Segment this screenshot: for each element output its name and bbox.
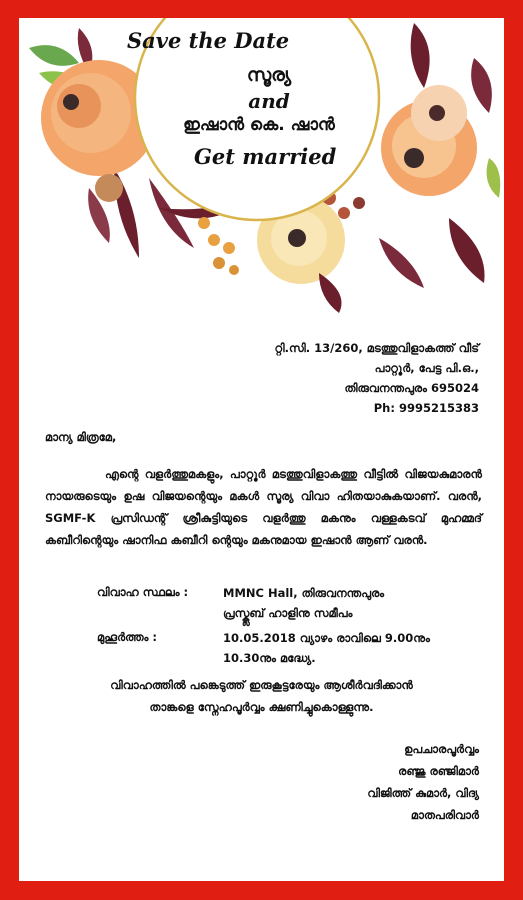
muhurtham-value (223, 628, 430, 668)
body-line: വളർത്തു മകനും വള്ളകടവ് മുഹമ്മദ് കബീറിന്റെയും ഷാനിഫ കബീറി (45, 511, 483, 547)
venue-value (223, 583, 384, 623)
groom-name: ഇഷാൻ കെ. ഷാൻ (183, 115, 335, 135)
signature-block (329, 738, 479, 826)
muhurtham-line: 10.30നും മദ്ധ്യേ. (223, 651, 316, 665)
body-line: ഹിതയാകുകയാണ്. വരൻ, SGMF-K പ്രസിഡന്റ് ശ്രീകുട്ടിയുടെ (45, 489, 482, 525)
get-married-text: Get married (194, 144, 337, 169)
body-line: എന്റെ വളർത്തുമകളും, പാറ്റൂർ മടത്തുവിളാകത്തു വീട്ടിൽ (105, 467, 399, 481)
body-line: ന്റെയും മകനുമായ ഇഷാൻ ആണ് വരൻ. (211, 533, 428, 547)
address-line: റ്റി.സി. 13/260, മടത്തുവിളാകത്ത് വീട് (274, 341, 479, 355)
save-the-date-title: Save the Date (127, 28, 290, 53)
muhurtham-line: 10.05.2018 വ്യാഴം രാവിലെ 9.00നും (223, 631, 430, 645)
signature-line: വിജിത്ത് കുമാർ, വിദ്യ (367, 786, 479, 800)
sender-address (274, 338, 479, 418)
invite-message (39, 674, 484, 718)
muhurtham-label: മുഹൂർത്തം : (97, 630, 158, 644)
signature-line: ഉപചാരപൂർവ്വം (404, 742, 479, 756)
invitation-card (19, 18, 504, 881)
venue-line: MMNC Hall, തിരുവനന്തപുരം (223, 586, 385, 600)
phone-number: Ph: 9995215383 (373, 401, 479, 415)
bride-name: സൂര്യ (246, 64, 292, 86)
venue-line: പ്രസ്ക്ലബ് ഹാളിനു സമീപം (223, 606, 353, 620)
signature-line: മാതപരിവാർ (410, 808, 479, 822)
body-line: വിജയകുമാരൻ നായരുടെയും ഉഷ വിജയന്റെയും മകൾ സൂര്യ വിവാ (45, 467, 482, 503)
address-line: തിരുവനന്തപുരം 695024 (344, 381, 479, 395)
invite-line: വിവാഹത്തിൽ പങ്കെടുത്ത് ഇരുകൂട്ടരേയും ആശീർവദിക്കാൻ (110, 678, 413, 692)
invite-line: താങ്കളെ സ്നേഹപൂർവ്വം ക്ഷണിച്ചുകൊള്ളുന്നു. (149, 700, 374, 714)
address-line: പാറ്റൂർ, പേട്ട പി.ഒ., (374, 361, 479, 375)
body-paragraph (45, 463, 482, 551)
signature-line: രഞ്ജു രഞ്ജിമാർ (398, 764, 479, 778)
and-text: and (248, 89, 290, 113)
venue-label: വിവാഹ സ്ഥലം : (97, 585, 189, 599)
salutation: മാന്യ മിത്രമേ, (45, 430, 117, 444)
